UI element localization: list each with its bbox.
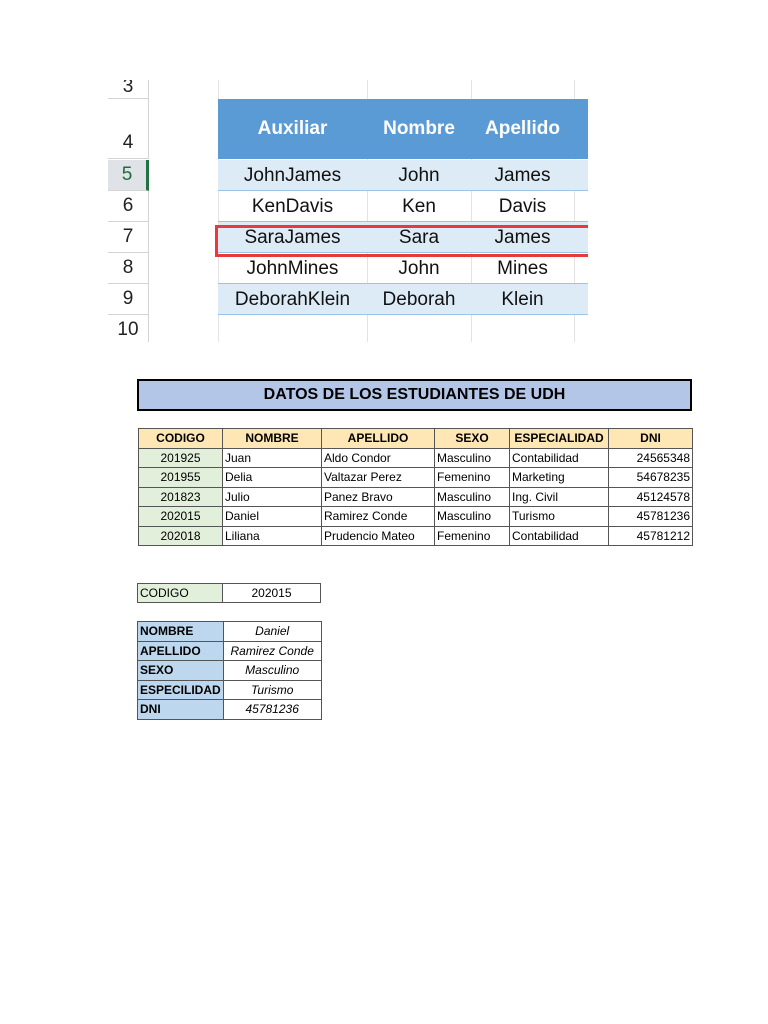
field-value-dni[interactable]: 45781236	[223, 700, 321, 720]
table-row	[139, 468, 693, 488]
table-row	[138, 661, 322, 681]
cell-apellido[interactable]: Valtazar Perez	[322, 468, 435, 488]
excel-screenshot-crop	[108, 80, 588, 342]
row-number-9[interactable]: 9	[108, 284, 149, 315]
col-header-especialidad[interactable]: ESPECIALIDAD	[510, 429, 609, 449]
field-value-apellido[interactable]: Ramirez Conde	[223, 641, 321, 661]
cell-apellido[interactable]: Prudencio Mateo	[322, 526, 435, 546]
field-label-dni: DNI	[138, 700, 224, 720]
cell-nombre[interactable]: Deborah	[382, 288, 456, 310]
cell-nombre[interactable]: Liliana	[223, 526, 322, 546]
table-row	[218, 191, 588, 222]
header-nombre[interactable]: Nombre	[383, 118, 455, 139]
row-number-7[interactable]: 7	[108, 222, 149, 253]
header-apellido[interactable]: Apellido	[485, 118, 560, 139]
cell-apellido[interactable]: James	[494, 164, 551, 186]
cell-especialidad[interactable]: Marketing	[510, 468, 609, 488]
cell-auxiliar[interactable]: JohnJames	[243, 164, 342, 186]
header-auxiliar[interactable]: Auxiliar	[257, 118, 328, 139]
table-header-row	[139, 429, 693, 449]
row-number-4[interactable]: 4	[108, 99, 149, 159]
cell-apellido[interactable]: James	[494, 226, 551, 248]
cell-dni[interactable]: 24565348	[609, 448, 693, 468]
col-header-apellido[interactable]: APELLIDO	[322, 429, 435, 449]
table-row	[138, 584, 321, 603]
cell-dni[interactable]: 54678235	[609, 468, 693, 488]
cell-especialidad[interactable]: Turismo	[510, 507, 609, 527]
col-header-dni[interactable]: DNI	[609, 429, 693, 449]
field-label-especialidad: ESPECILIDAD	[138, 680, 224, 700]
field-label-sexo: SEXO	[138, 661, 224, 681]
cell-apellido[interactable]: Ramirez Conde	[322, 507, 435, 527]
table-row	[139, 448, 693, 468]
cell-codigo[interactable]: 201955	[139, 468, 223, 488]
cell-apellido[interactable]: Aldo Condor	[322, 448, 435, 468]
cell-sexo[interactable]: Femenino	[435, 468, 510, 488]
table-row	[139, 487, 693, 507]
table-row	[218, 284, 588, 315]
highlight-box	[215, 225, 588, 257]
cell-codigo[interactable]: 201823	[139, 487, 223, 507]
cell-auxiliar[interactable]: JohnMines	[246, 257, 339, 279]
cell-nombre[interactable]: Juan	[223, 448, 322, 468]
cell-nombre[interactable]: Ken	[402, 195, 436, 217]
field-value-sexo[interactable]: Masculino	[223, 661, 321, 681]
cell-apellido[interactable]: Panez Bravo	[322, 487, 435, 507]
cell-nombre[interactable]: Daniel	[223, 507, 322, 527]
row-number-3[interactable]: 3	[108, 80, 149, 99]
cell-dni[interactable]: 45781212	[609, 526, 693, 546]
cell-especialidad[interactable]: Contabilidad	[510, 448, 609, 468]
cell-apellido[interactable]: Davis	[498, 195, 547, 217]
students-table	[138, 428, 693, 546]
table-row	[138, 700, 322, 720]
cell-nombre[interactable]: Delia	[223, 468, 322, 488]
cell-especialidad[interactable]: Ing. Civil	[510, 487, 609, 507]
code-lookup-input	[137, 583, 321, 603]
code-label: CODIGO	[138, 584, 223, 603]
table-row	[139, 507, 693, 527]
table-row	[138, 622, 322, 642]
row-number-10[interactable]: 10	[108, 315, 149, 342]
cell-apellido[interactable]: Klein	[501, 288, 544, 310]
cell-dni[interactable]: 45781236	[609, 507, 693, 527]
col-header-sexo[interactable]: SEXO	[435, 429, 510, 449]
cell-auxiliar[interactable]: SaraJames	[244, 226, 341, 248]
cell-nombre[interactable]: Sara	[398, 226, 440, 248]
cell-especialidad[interactable]: Contabilidad	[510, 526, 609, 546]
lookup-result-table	[137, 621, 322, 720]
col-header-codigo[interactable]: CODIGO	[139, 429, 223, 449]
table-row	[218, 160, 588, 191]
cell-nombre[interactable]: John	[398, 164, 440, 186]
table-row	[139, 526, 693, 546]
cell-sexo[interactable]: Masculino	[435, 448, 510, 468]
cell-sexo[interactable]: Femenino	[435, 526, 510, 546]
cell-auxiliar[interactable]: KenDavis	[251, 195, 334, 217]
table-row	[138, 680, 322, 700]
students-title: DATOS DE LOS ESTUDIANTES DE UDH	[137, 379, 692, 411]
field-label-nombre: NOMBRE	[138, 622, 224, 642]
cell-nombre[interactable]: John	[398, 257, 440, 279]
row-number-6[interactable]: 6	[108, 191, 149, 222]
table-row	[218, 253, 588, 284]
col-header-nombre[interactable]: NOMBRE	[223, 429, 322, 449]
cell-sexo[interactable]: Masculino	[435, 487, 510, 507]
cell-codigo[interactable]: 202018	[139, 526, 223, 546]
cell-auxiliar[interactable]: DeborahKlein	[234, 288, 351, 310]
cell-apellido[interactable]: Mines	[497, 257, 548, 279]
cell-codigo[interactable]: 202015	[139, 507, 223, 527]
cell-dni[interactable]: 45124578	[609, 487, 693, 507]
row-number-8[interactable]: 8	[108, 253, 149, 284]
cell-nombre[interactable]: Julio	[223, 487, 322, 507]
code-value-field[interactable]: 202015	[223, 584, 321, 603]
row-number-5[interactable]: 5	[108, 160, 149, 191]
field-value-nombre[interactable]: Daniel	[223, 622, 321, 642]
cell-sexo[interactable]: Masculino	[435, 507, 510, 527]
field-value-especialidad[interactable]: Turismo	[223, 680, 321, 700]
field-label-apellido: APELLIDO	[138, 641, 224, 661]
table-row	[138, 641, 322, 661]
cell-codigo[interactable]: 201925	[139, 448, 223, 468]
